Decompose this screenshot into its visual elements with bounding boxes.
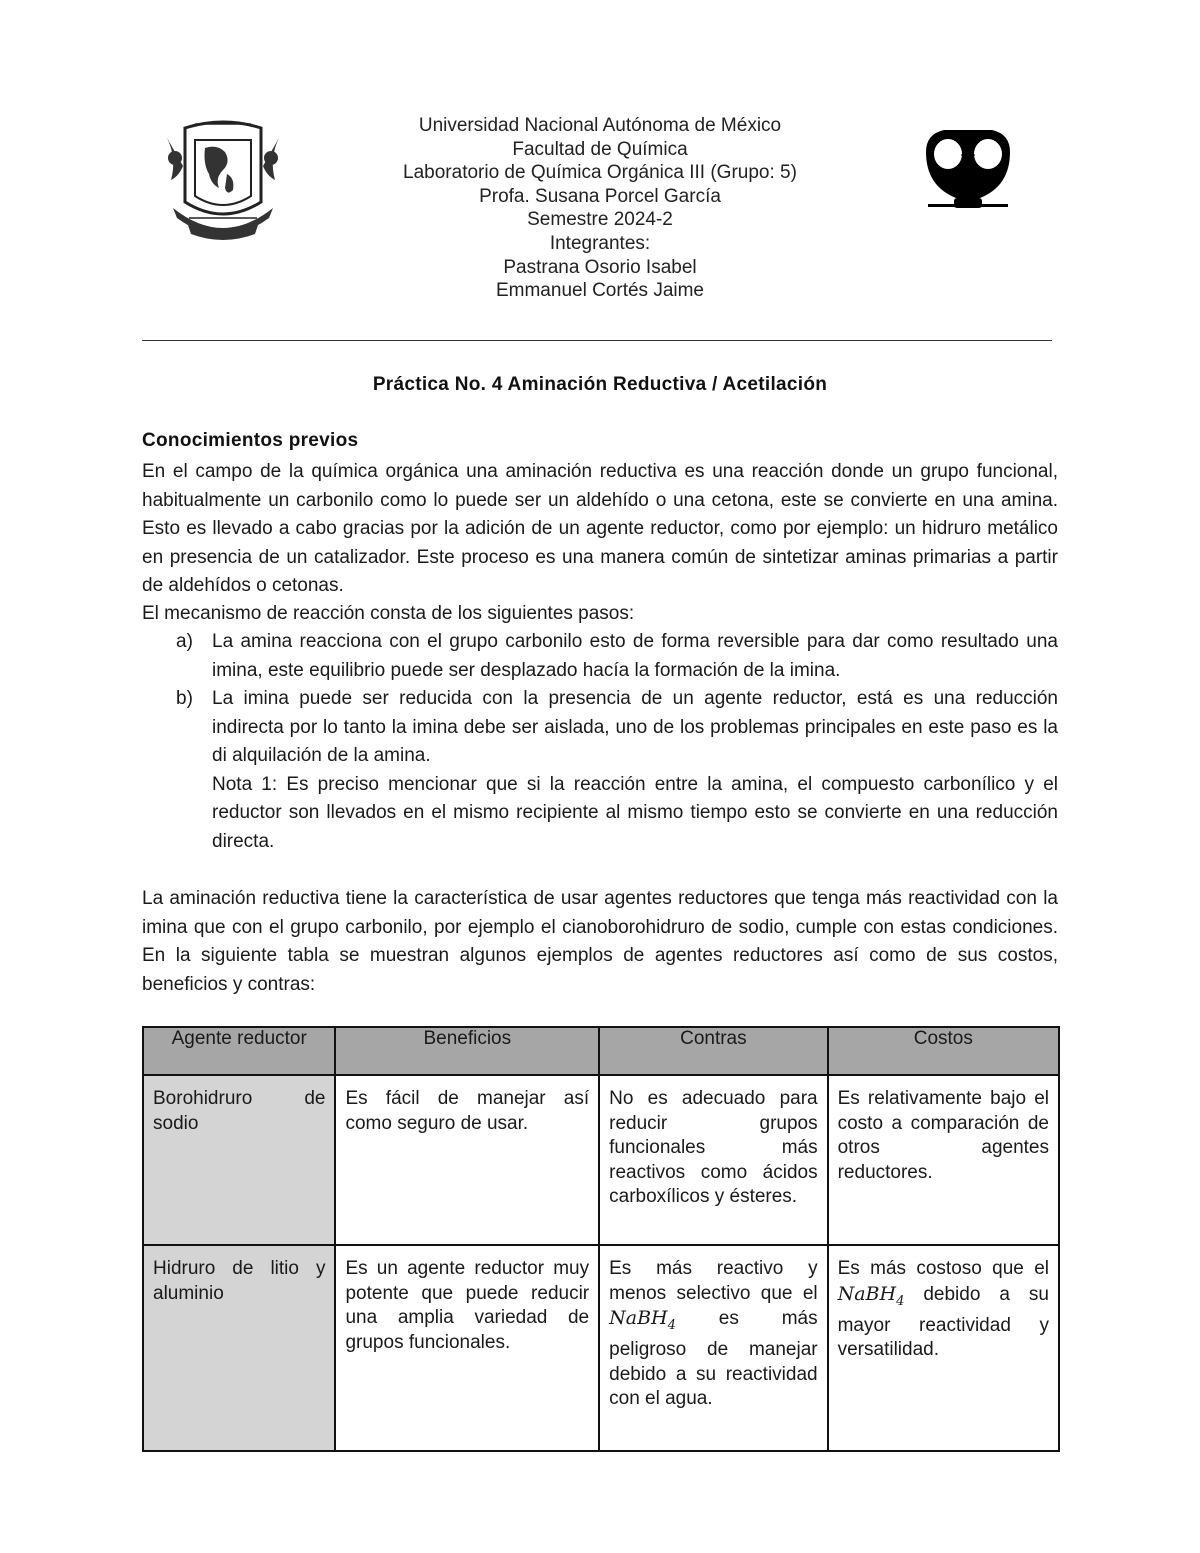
semester: Semestre 2024-2 — [527, 209, 673, 231]
list-item-text: La amina reacciona con el grupo carbonilo esto de forma reversible para dar como resultado una imina, este equilibrio puede ser desplazado hacía la formación de la imina. — [212, 631, 1058, 681]
formula-subscript: 4 — [667, 1317, 676, 1333]
formula-base: NaBH — [609, 1307, 668, 1329]
intro-paragraph: En el campo de la química orgánica una aminación reductiva es una reacción donde un grupo funcional, habitualmente un carbonilo como lo puede ser un aldehído o una cetona, este se convierte en una amina. Esto es llevado a cabo gracias por la adición de un agente reductor, como por ejemplo: un hidruro metálico en presencia de un catalizador. Este proceso es una manera común de sintetizar aminas primarias a partir de aldehídos o cetonas. — [142, 461, 1058, 596]
list-marker: b) — [176, 688, 193, 709]
note-text: Nota 1: Es preciso mencionar que si la reacción entre la amina, el compuesto carbonílico y el reductor son llevados en el mismo recipiente al mismo tiempo esto se convierte en una reducción directa. — [212, 773, 1058, 852]
reducing-agents-table — [142, 1026, 1060, 1452]
table-row — [143, 1075, 1059, 1245]
header-divider — [142, 340, 1052, 341]
agent-cell: Borohidruro de sodio — [143, 1075, 335, 1245]
chemical-formula — [609, 1307, 676, 1333]
list-item — [142, 628, 1058, 685]
column-header: Agente reductor — [143, 1027, 335, 1075]
table-intro-paragraph: La aminación reductiva tiene la característica de usar agentes reductores que tenga más reactividad con la imina que con el grupo carbonilo, por ejemplo el cianoborohidruro de sodio, cumple con estas condiciones. En la siguiente tabla se muestran algunos ejemplos de agentes reductores así como de sus costos, beneficios y contras: — [142, 888, 1058, 995]
agent-cell: Hidruro de litio y aluminio — [143, 1245, 335, 1451]
faculty-name: Facultad de Química — [512, 138, 688, 160]
benefits-cell: Es un agente reductor muy potente que puede reducir una amplia variedad de grupos funcionales. — [335, 1245, 599, 1451]
page-title: Práctica No. 4 Aminación Reductiva / Acetilación — [372, 374, 828, 395]
list-item-text: La imina puede ser reducida con la presencia de un agente reductor, está es una reducción indirecta por lo tanto la imina debe ser aislada, uno de los problemas principales en este paso es la di alquilación de la amina. — [212, 688, 1058, 766]
chemical-formula — [837, 1282, 905, 1309]
cons-cell: No es adecuado para reducir grupos funcionales más reactivos como ácidos carboxílicos y ésteres. — [599, 1075, 827, 1245]
cons-text: es más peligroso de manejar debido a su reactividad con el agua. — [609, 1308, 818, 1410]
table-header-row — [143, 1027, 1059, 1075]
column-header: Beneficios — [335, 1027, 599, 1075]
mechanism-intro: El mecanismo de reacción consta de los siguientes pasos: — [142, 603, 635, 624]
column-header: Costos — [828, 1027, 1059, 1075]
cons-cell — [599, 1245, 827, 1451]
professor-name: Profa. Susana Porcel García — [479, 185, 721, 207]
member-name: Pastrana Osorio Isabel — [503, 256, 697, 278]
header-info — [300, 114, 900, 303]
members-label: Integrantes: — [549, 232, 651, 254]
list-item — [142, 685, 1058, 771]
lab-name: Laboratorio de Química Orgánica III (Grupo: 5) — [403, 162, 797, 184]
list-marker: a) — [176, 631, 193, 652]
formula-subscript: 4 — [896, 1293, 905, 1309]
column-header: Contras — [599, 1027, 827, 1075]
cost-text: debido a su mayor reactividad y versatilidad. — [837, 1283, 1050, 1361]
mechanism-steps — [142, 628, 1058, 856]
faculty-owl-icon — [920, 126, 1016, 214]
benefits-cell: Es fácil de manejar así como seguro de usar. — [335, 1075, 599, 1245]
table-row — [143, 1245, 1059, 1451]
cost-cell: Es relativamente bajo el costo a comparación de otros agentes reductores. — [828, 1075, 1059, 1245]
section-heading: Conocimientos previos — [142, 430, 359, 451]
unam-seal-icon — [165, 118, 281, 244]
university-name: Universidad Nacional Autónoma de México — [418, 115, 782, 136]
cost-cell — [828, 1245, 1059, 1451]
note-item — [142, 771, 1058, 857]
cost-text: Es más costoso que el — [837, 1258, 1049, 1279]
member-name: Emmanuel Cortés Jaime — [495, 280, 705, 302]
formula-base: NaBH — [837, 1282, 897, 1305]
cons-text: Es más reactivo y menos selectivo que el — [609, 1258, 818, 1304]
